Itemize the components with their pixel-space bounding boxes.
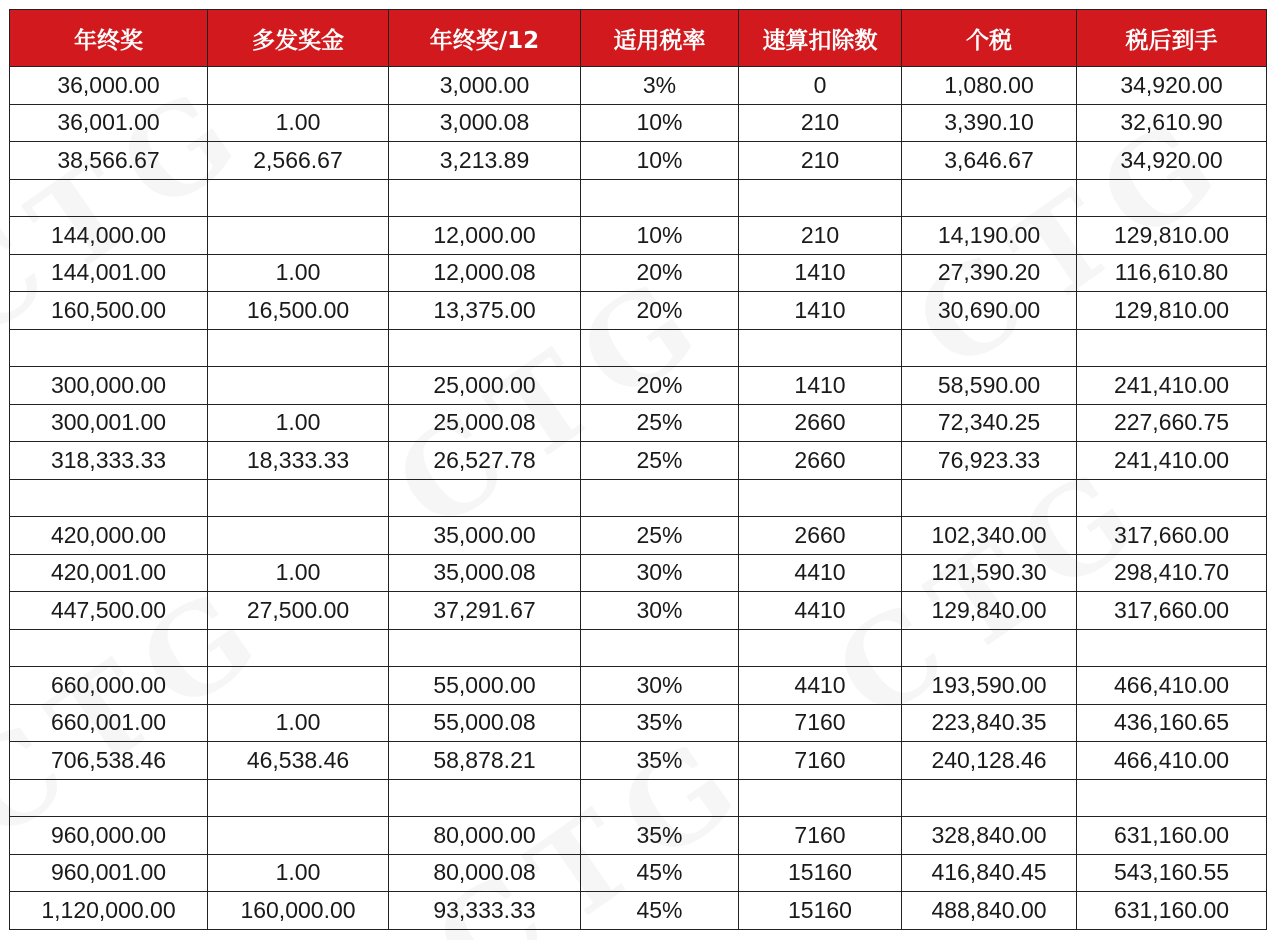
cell-tax-rate: 30% bbox=[581, 667, 739, 705]
cell-monthly-equivalent: 35,000.00 bbox=[389, 517, 581, 555]
cell-year-end-bonus: 960,000.00 bbox=[10, 817, 208, 855]
cell-quick-deduction bbox=[739, 329, 902, 367]
cell-quick-deduction: 7160 bbox=[739, 817, 902, 855]
cell-quick-deduction bbox=[739, 629, 902, 667]
table-row bbox=[10, 67, 1267, 105]
cell-income-tax bbox=[902, 329, 1077, 367]
cell-year-end-bonus: 144,001.00 bbox=[10, 254, 208, 292]
table-row bbox=[10, 629, 1267, 667]
cell-income-tax: 27,390.20 bbox=[902, 254, 1077, 292]
cell-quick-deduction: 1410 bbox=[739, 292, 902, 330]
cell-monthly-equivalent: 93,333.33 bbox=[389, 892, 581, 930]
cell-monthly-equivalent: 3,213.89 bbox=[389, 142, 581, 180]
cell-extra-bonus bbox=[208, 479, 389, 517]
cell-after-tax-amount: 631,160.00 bbox=[1077, 892, 1267, 930]
cell-tax-rate: 30% bbox=[581, 554, 739, 592]
cell-income-tax: 102,340.00 bbox=[902, 517, 1077, 555]
cell-after-tax-amount: 466,410.00 bbox=[1077, 667, 1267, 705]
cell-income-tax: 121,590.30 bbox=[902, 554, 1077, 592]
cell-quick-deduction: 15160 bbox=[739, 892, 902, 930]
cell-quick-deduction: 4410 bbox=[739, 667, 902, 705]
cell-quick-deduction: 210 bbox=[739, 104, 902, 142]
table-row bbox=[10, 517, 1267, 555]
cell-after-tax-amount bbox=[1077, 179, 1267, 217]
cell-tax-rate bbox=[581, 329, 739, 367]
cell-extra-bonus bbox=[208, 179, 389, 217]
table-body bbox=[10, 67, 1267, 930]
table-row bbox=[10, 854, 1267, 892]
cell-year-end-bonus: 960,001.00 bbox=[10, 854, 208, 892]
cell-monthly-equivalent: 58,878.21 bbox=[389, 742, 581, 780]
table-row bbox=[10, 179, 1267, 217]
tax-table bbox=[9, 9, 1267, 930]
cell-income-tax: 3,390.10 bbox=[902, 104, 1077, 142]
cell-monthly-equivalent: 3,000.08 bbox=[389, 104, 581, 142]
cell-monthly-equivalent bbox=[389, 779, 581, 817]
cell-monthly-equivalent: 12,000.00 bbox=[389, 217, 581, 255]
cell-year-end-bonus: 300,001.00 bbox=[10, 404, 208, 442]
cell-extra-bonus bbox=[208, 329, 389, 367]
cell-quick-deduction: 1410 bbox=[739, 254, 902, 292]
cell-extra-bonus bbox=[208, 779, 389, 817]
cell-after-tax-amount: 317,660.00 bbox=[1077, 592, 1267, 630]
table-row bbox=[10, 592, 1267, 630]
cell-quick-deduction: 4410 bbox=[739, 554, 902, 592]
table-row bbox=[10, 554, 1267, 592]
cell-year-end-bonus: 420,001.00 bbox=[10, 554, 208, 592]
cell-after-tax-amount bbox=[1077, 479, 1267, 517]
cell-monthly-equivalent: 80,000.08 bbox=[389, 854, 581, 892]
cell-monthly-equivalent bbox=[389, 179, 581, 217]
cell-income-tax: 76,923.33 bbox=[902, 442, 1077, 480]
cell-extra-bonus: 1.00 bbox=[208, 104, 389, 142]
cell-income-tax bbox=[902, 479, 1077, 517]
cell-monthly-equivalent: 26,527.78 bbox=[389, 442, 581, 480]
cell-extra-bonus: 16,500.00 bbox=[208, 292, 389, 330]
cell-year-end-bonus bbox=[10, 479, 208, 517]
cell-tax-rate: 3% bbox=[581, 67, 739, 105]
table-row bbox=[10, 779, 1267, 817]
cell-quick-deduction: 2660 bbox=[739, 517, 902, 555]
cell-year-end-bonus: 1,120,000.00 bbox=[10, 892, 208, 930]
cell-year-end-bonus: 447,500.00 bbox=[10, 592, 208, 630]
cell-extra-bonus bbox=[208, 367, 389, 405]
cell-extra-bonus bbox=[208, 667, 389, 705]
cell-after-tax-amount: 34,920.00 bbox=[1077, 67, 1267, 105]
cell-tax-rate: 35% bbox=[581, 742, 739, 780]
cell-quick-deduction: 4410 bbox=[739, 592, 902, 630]
cell-tax-rate: 25% bbox=[581, 404, 739, 442]
cell-extra-bonus: 2,566.67 bbox=[208, 142, 389, 180]
cell-monthly-equivalent: 35,000.08 bbox=[389, 554, 581, 592]
cell-after-tax-amount bbox=[1077, 329, 1267, 367]
cell-after-tax-amount: 298,410.70 bbox=[1077, 554, 1267, 592]
cell-extra-bonus: 1.00 bbox=[208, 404, 389, 442]
cell-year-end-bonus: 660,001.00 bbox=[10, 704, 208, 742]
column-header-extra-bonus: 多发奖金 bbox=[208, 10, 389, 67]
table-row bbox=[10, 404, 1267, 442]
cell-income-tax: 72,340.25 bbox=[902, 404, 1077, 442]
cell-extra-bonus: 18,333.33 bbox=[208, 442, 389, 480]
cell-year-end-bonus: 38,566.67 bbox=[10, 142, 208, 180]
cell-monthly-equivalent: 55,000.08 bbox=[389, 704, 581, 742]
cell-extra-bonus bbox=[208, 817, 389, 855]
cell-tax-rate: 20% bbox=[581, 292, 739, 330]
table-row bbox=[10, 104, 1267, 142]
cell-quick-deduction: 7160 bbox=[739, 704, 902, 742]
cell-year-end-bonus: 706,538.46 bbox=[10, 742, 208, 780]
cell-tax-rate: 25% bbox=[581, 442, 739, 480]
cell-year-end-bonus: 36,001.00 bbox=[10, 104, 208, 142]
cell-after-tax-amount: 436,160.65 bbox=[1077, 704, 1267, 742]
table-row bbox=[10, 329, 1267, 367]
column-header-monthly-equivalent: 年终奖/12 bbox=[389, 10, 581, 67]
cell-tax-rate: 20% bbox=[581, 254, 739, 292]
cell-year-end-bonus: 160,500.00 bbox=[10, 292, 208, 330]
cell-tax-rate: 35% bbox=[581, 704, 739, 742]
cell-quick-deduction: 15160 bbox=[739, 854, 902, 892]
cell-year-end-bonus bbox=[10, 329, 208, 367]
cell-year-end-bonus bbox=[10, 179, 208, 217]
cell-extra-bonus: 160,000.00 bbox=[208, 892, 389, 930]
table-row bbox=[10, 892, 1267, 930]
cell-tax-rate bbox=[581, 179, 739, 217]
cell-after-tax-amount: 129,810.00 bbox=[1077, 292, 1267, 330]
cell-year-end-bonus: 36,000.00 bbox=[10, 67, 208, 105]
cell-year-end-bonus: 318,333.33 bbox=[10, 442, 208, 480]
cell-quick-deduction: 210 bbox=[739, 217, 902, 255]
table-row bbox=[10, 217, 1267, 255]
table-row bbox=[10, 442, 1267, 480]
cell-tax-rate: 10% bbox=[581, 142, 739, 180]
cell-tax-rate: 20% bbox=[581, 367, 739, 405]
cell-quick-deduction bbox=[739, 179, 902, 217]
cell-monthly-equivalent: 25,000.08 bbox=[389, 404, 581, 442]
table-row bbox=[10, 817, 1267, 855]
cell-monthly-equivalent: 25,000.00 bbox=[389, 367, 581, 405]
table-row bbox=[10, 292, 1267, 330]
cell-income-tax: 30,690.00 bbox=[902, 292, 1077, 330]
table-row bbox=[10, 367, 1267, 405]
cell-after-tax-amount: 227,660.75 bbox=[1077, 404, 1267, 442]
cell-extra-bonus: 1.00 bbox=[208, 254, 389, 292]
cell-after-tax-amount bbox=[1077, 629, 1267, 667]
cell-monthly-equivalent: 12,000.08 bbox=[389, 254, 581, 292]
cell-year-end-bonus: 300,000.00 bbox=[10, 367, 208, 405]
table-row bbox=[10, 254, 1267, 292]
cell-monthly-equivalent bbox=[389, 629, 581, 667]
cell-after-tax-amount: 543,160.55 bbox=[1077, 854, 1267, 892]
cell-tax-rate: 10% bbox=[581, 217, 739, 255]
cell-income-tax: 129,840.00 bbox=[902, 592, 1077, 630]
cell-monthly-equivalent: 55,000.00 bbox=[389, 667, 581, 705]
cell-monthly-equivalent: 80,000.00 bbox=[389, 817, 581, 855]
cell-after-tax-amount: 32,610.90 bbox=[1077, 104, 1267, 142]
column-header-tax-rate: 适用税率 bbox=[581, 10, 739, 67]
cell-extra-bonus bbox=[208, 629, 389, 667]
cell-income-tax: 240,128.46 bbox=[902, 742, 1077, 780]
cell-tax-rate bbox=[581, 479, 739, 517]
cell-extra-bonus: 1.00 bbox=[208, 854, 389, 892]
table-header-row bbox=[10, 10, 1267, 67]
cell-income-tax bbox=[902, 779, 1077, 817]
cell-income-tax: 58,590.00 bbox=[902, 367, 1077, 405]
cell-tax-rate bbox=[581, 629, 739, 667]
column-header-after-tax-amount: 税后到手 bbox=[1077, 10, 1267, 67]
cell-year-end-bonus bbox=[10, 779, 208, 817]
cell-tax-rate: 30% bbox=[581, 592, 739, 630]
cell-income-tax: 14,190.00 bbox=[902, 217, 1077, 255]
cell-income-tax: 488,840.00 bbox=[902, 892, 1077, 930]
cell-monthly-equivalent bbox=[389, 329, 581, 367]
cell-after-tax-amount: 317,660.00 bbox=[1077, 517, 1267, 555]
cell-income-tax bbox=[902, 179, 1077, 217]
cell-monthly-equivalent bbox=[389, 479, 581, 517]
cell-quick-deduction bbox=[739, 779, 902, 817]
cell-after-tax-amount: 241,410.00 bbox=[1077, 442, 1267, 480]
cell-after-tax-amount bbox=[1077, 779, 1267, 817]
cell-tax-rate: 25% bbox=[581, 517, 739, 555]
cell-quick-deduction: 0 bbox=[739, 67, 902, 105]
cell-extra-bonus: 27,500.00 bbox=[208, 592, 389, 630]
cell-quick-deduction bbox=[739, 479, 902, 517]
cell-year-end-bonus: 144,000.00 bbox=[10, 217, 208, 255]
cell-income-tax: 3,646.67 bbox=[902, 142, 1077, 180]
cell-income-tax bbox=[902, 629, 1077, 667]
cell-after-tax-amount: 631,160.00 bbox=[1077, 817, 1267, 855]
cell-tax-rate: 45% bbox=[581, 854, 739, 892]
cell-monthly-equivalent: 13,375.00 bbox=[389, 292, 581, 330]
cell-after-tax-amount: 129,810.00 bbox=[1077, 217, 1267, 255]
cell-monthly-equivalent: 3,000.00 bbox=[389, 67, 581, 105]
cell-quick-deduction: 7160 bbox=[739, 742, 902, 780]
cell-after-tax-amount: 466,410.00 bbox=[1077, 742, 1267, 780]
cell-tax-rate bbox=[581, 779, 739, 817]
column-header-income-tax: 个税 bbox=[902, 10, 1077, 67]
table-row bbox=[10, 704, 1267, 742]
cell-tax-rate: 35% bbox=[581, 817, 739, 855]
cell-monthly-equivalent: 37,291.67 bbox=[389, 592, 581, 630]
cell-income-tax: 193,590.00 bbox=[902, 667, 1077, 705]
cell-income-tax: 328,840.00 bbox=[902, 817, 1077, 855]
cell-quick-deduction: 1410 bbox=[739, 367, 902, 405]
cell-quick-deduction: 2660 bbox=[739, 404, 902, 442]
table-row bbox=[10, 142, 1267, 180]
cell-after-tax-amount: 116,610.80 bbox=[1077, 254, 1267, 292]
cell-year-end-bonus: 420,000.00 bbox=[10, 517, 208, 555]
table-row bbox=[10, 479, 1267, 517]
cell-extra-bonus bbox=[208, 217, 389, 255]
cell-tax-rate: 10% bbox=[581, 104, 739, 142]
cell-after-tax-amount: 241,410.00 bbox=[1077, 367, 1267, 405]
cell-extra-bonus: 1.00 bbox=[208, 554, 389, 592]
cell-tax-rate: 45% bbox=[581, 892, 739, 930]
cell-income-tax: 223,840.35 bbox=[902, 704, 1077, 742]
cell-income-tax: 416,840.45 bbox=[902, 854, 1077, 892]
cell-quick-deduction: 2660 bbox=[739, 442, 902, 480]
cell-income-tax: 1,080.00 bbox=[902, 67, 1077, 105]
table-row bbox=[10, 742, 1267, 780]
cell-year-end-bonus bbox=[10, 629, 208, 667]
column-header-quick-deduction: 速算扣除数 bbox=[739, 10, 902, 67]
cell-after-tax-amount: 34,920.00 bbox=[1077, 142, 1267, 180]
column-header-year-end-bonus: 年终奖 bbox=[10, 10, 208, 67]
table-row bbox=[10, 667, 1267, 705]
cell-quick-deduction: 210 bbox=[739, 142, 902, 180]
cell-extra-bonus bbox=[208, 67, 389, 105]
cell-extra-bonus: 1.00 bbox=[208, 704, 389, 742]
cell-extra-bonus: 46,538.46 bbox=[208, 742, 389, 780]
cell-year-end-bonus: 660,000.00 bbox=[10, 667, 208, 705]
cell-extra-bonus bbox=[208, 517, 389, 555]
